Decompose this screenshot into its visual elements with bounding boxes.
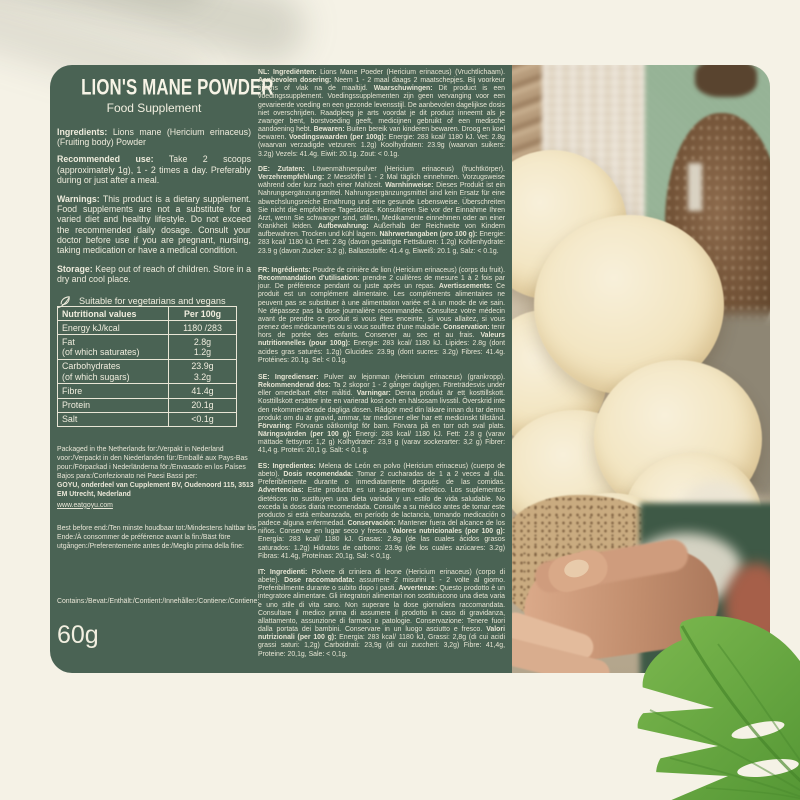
row-value: 41.4g (168, 384, 236, 398)
product-photo (512, 65, 770, 673)
row-label: Salt (58, 412, 169, 426)
monstera-leaf-illustration (616, 612, 800, 800)
multilingual-column (258, 65, 505, 673)
table-row (58, 412, 237, 426)
label-card (50, 65, 512, 673)
row-label: Energy kJ/kcal (58, 321, 169, 335)
lang-block-es: ES: Ingredientes: Melena de León en polvo (Hericium erinaceus) (cuerpo de abeto). Dosis recomendada: Tomar 2 cucharadas de 1 a 2 veces al día. Preferiblemente durante o inmediatamente después de las comidas. Advertencias: Este producto es un suplemento dietético. Los suplementos dietéticos no sustituyen una dieta variada y un estilo de vida saludable. No exceda la dosis diaria recomendada. Consulte a su médico antes de tomar este producto si está embarazada, en período de lactancia, tomando medicación o padece alguna enfermedad. Conservación: Mantener fuera del alcance de los niños. Conservar en lugar seco y fresco. Valores nutricionales (por 100 g): Energía: 283 kcal/ 1180 kJ. Grasas: 2.8g (de las cuales ácidos grasos saturados: 1.2g) Hidratos de carbono: 23.9g (de los cuales azúcares: 3.2g) Fibras: 41.4g, Proteínas: 20,1g, Sal: < 0,1g. (258, 463, 506, 560)
net-weight: 60g (57, 621, 99, 649)
recommended-use-text: Recommended use: Take 2 scoops (approximately 1g), 1 - 2 times a day. Preferably during or just after a meal. (57, 154, 251, 185)
row-value: 1180 /283 (168, 321, 236, 335)
table-row (58, 384, 237, 398)
photo-strap (695, 65, 757, 97)
row-value: 23.9g 3.2g (168, 359, 236, 383)
table-row (58, 398, 237, 412)
contains-text: Contains:/Bevat:/Enthält:/Contient:/Innehåller:/Contiene:/Contiene: (57, 598, 260, 605)
nutrition-table (57, 306, 237, 427)
product-title: LION'S MANE POWDER (81, 75, 274, 100)
row-label: Protein (58, 398, 169, 412)
row-value: 20.1g (168, 398, 236, 412)
lang-block-nl: NL: Ingrediënten: Lions Mane Poeder (Hericium erinaceus) (Vruchtlichaam). Aanbevolen dosering: Neem 1 - 2 maal daags 2 maatschepjes. Bij voorkeur tijdens of vlak na de maaltijd. Waarschuwingen: Dit product is een voedingssupplement. Voedingssupplementen zijn geen vervanging voor een gevarieerde voeding en een gezonde levensstijl. De aanbevolen dagelijkse dosis niet overschrijden. Raadpleeg je arts voordat je dit product inneemt als je zwanger bent, borstvoeding geeft, medicijnen gebruikt of een medische aandoening hebt. Bewaren: Buiten bereik van kinderen bewaren. Droog en koel bewaren. Voedingswaarden (per 100g): Energie: 283 kcal/ 1180 kJ. Vet: 2.8g (waarvan verzadigde vetzuren: 1.2g) Koolhydraten: 23.9g (waarvan suikers: 3.2g) Vezels: 41.4g. Eiwit: 20.1g. Zout: < 0.1g. (258, 69, 505, 158)
nutrition-header-label: Nutritional values (58, 307, 169, 321)
table-header-row (58, 307, 237, 321)
lang-block-it: IT: Ingredienti: Polvere di criniera di leone (Hericium erinaceus) (corpo di abete). Dose raccomandata: assumere 2 misurini 1 - 2 volte al giorno. Preferibilmente durante o subito dopo i pasti. Avvertenze: Questo prodotto è un integratore alimentare. Gli integratori alimentari non sostituiscono una dieta varia e uno stile di vita sano. Non superare la dose giornaliera raccomandata. Consultare il medico prima di assumere il prodotto in caso di gravidanza, allattamento, assunzione di farmaci o patologie. Conservazione: Tenere fuori dalla portata dei bambini. Conservare in un luogo asciutto e fresco. Valori nutrizionali (per 100 g): Energia: 283 kcal/ 1180 kJ, Grassi: 2,8g (di cui acidi grassi saturi: 1,2g) Carboidrati: 23,9g (di cui zuccheri: 3,2g) Fibre: 41,4g, Proteine: 20,1g, Sale: < 0,1g. (258, 569, 506, 658)
nutrition-header-value: Per 100g (168, 307, 236, 321)
lang-block-de: DE: Zutaten: Löwenmähnenpulver (Hericium erinaceus) (fruchtkörper). Verzehrempfehlung: 2 Messlöffel 1 - 2 Mal täglich einnehmen. Vorzugsweise während oder kurz nach einer Mahlzeit. Warnhinweise: Dieses Produkt ist ein Nahrungsergänzungsmittel. Nahrungsergänzungsmittel sind kein Ersatz für eine abwechslungsreiche Ernährung und eine gesunde Lebensweise. Überschreiten Sie nicht die empfohlene Tagesdosis. Konsultieren Sie vor der Einnahme Ihren Arzt, wenn Sie schwanger sind, stillen, Medikamente einnehmen oder an einer Krankheit leiden. Aufbewahrung: Außerhalb der Reichweite von Kindern aufbewahren. Trocken und kühl lagern. Nährwertangaben (pro 100 g): Energie: 283 kcal/ 1180 kJ. Fett: 2.8g (davon gesättigte Fettsäuren: 1.2g) Kohlenhydrate: 23.9 g (davon Zucker: 3.2 g), Ballaststoffe: 41.4 g, Eiweiß: 20.1 g, Salz: < 0.1g. (258, 166, 505, 255)
packaging-info (57, 446, 263, 552)
vegetarian-note-label: Suitable for vegetarians and vegans (79, 296, 226, 307)
storage-text: Storage: Keep out of reach of children. Store in a dry and cool place. (57, 264, 251, 285)
product-subtitle: Food Supplement (106, 101, 202, 115)
row-label: Fibre (58, 384, 169, 398)
row-label: Carbohydrates (of which sugars) (58, 359, 169, 383)
company-address: GOYU, onderdeel van Cupplement BV, Oudenoord 115, 3513 EM Utrecht, Nederland (57, 481, 254, 498)
table-row (58, 321, 237, 335)
lang-block-se: SE: Ingredienser: Pulver av lejonman (Hericium erinaceus) (grankropp). Rekommenderad dos: Ta 2 skopor 1 - 2 gånger dagligen. Företrädesvis under eller omedelbart efter måltid. Varningar: Denna produkt är ett kosttillskott. Kosttillskott ersätter inte en varierad kost och en hälsosam livsstil. Överskrid inte den rekommenderade dagliga dosen. Rådgör med din läkare innan du tar denna produkt om du är gravid, ammar, tar mediciner eller har ett medicinskt tillstånd. Förvaring: Förvaras oåtkomligt för barn. Förvara på en torr och sval plats. Näringsvärden (per 100 g): Energi: 283 kcal/ 1180 kJ. Fett: 2.8 g (varav mättade fettsyror: 1,2 g) Kolhydrater: 23,9 g (varav sockerarter: 3,2 g) Fibrer: 41,4 g. Protein: 20,1 g. Salt: < 0,1 g. (258, 374, 506, 455)
row-value: 2.8g 1.2g (168, 335, 236, 359)
ingredients-text: Ingredients: Lions mane (Hericium erinaceus) (Fruiting body) Powder (57, 127, 251, 148)
photo-log-highlight (688, 163, 702, 211)
website-url: www.eatgoyu.com (57, 501, 113, 509)
packaged-text: Packaged in the Netherlands for:/Verpakt in Nederland voor:/Verpackt in den Niederlanden für:/Emballé aux Pays-Bas pour:/Förpackad i Nederländerna för:/Envasado en los Países Bajos para:/Confezionato nei Paesi Bassi per: (57, 446, 248, 480)
table-row (58, 335, 237, 359)
table-row (58, 359, 237, 383)
warnings-text: Warnings: This product is a dietary supplement. Food supplements are not a substitute for a varied diet and healthy lifestyle. Do not exceed the recommended daily dosage. Consult your doctor before use if you are pregnant, nursing, taking medication or have a medical condition. (57, 194, 251, 256)
label-left-column (57, 65, 274, 309)
row-label: Fat (of which saturates) (58, 335, 169, 359)
row-value: <0.1g (168, 412, 236, 426)
lang-block-fr: FR: Ingrédients: Poudre de crinière de lion (Hericium erinaceus) (corps du fruit). Recommandation d'utilisation: prendre 2 cuillères de mesure 1 à 2 fois par jour. De préférence pendant ou juste après un repas. Avertissements: Ce produit est un complément alimentaire. Les compléments alimentaires ne peuvent pas se substituer à une alimentation variée et à un mode de vie sain. Ne dépassez pas la dose journalière recommandée. Consultez votre médecin avant de prendre ce produit si vous êtes enceinte, si vous allaitez, si vous prenez des médicaments ou si vous souffrez d'une maladie. Conservation: tenir hors de portée des enfants. Conserver au sec et au frais. Valeurs nutritionnelles (pour 100g): Energie: 283 kcal/ 1180 kJ. Lipides: 2.8g (dont acides gras saturés: 1.2g) Glucides: 23.9g (dont sucres: 3.2g) Fibres: 41.4g. Protéines: 20.1g. Sel: < 0.1g. (258, 267, 506, 364)
best-before-text: Best before end:/Ten minste houdbaar tot:/Mindestens haltbar bis Ende:/À consommer de préférence avant la fin:/Bäst före utgången:/Preferentemente antes de:/Meglio prima della fine: (57, 524, 257, 550)
